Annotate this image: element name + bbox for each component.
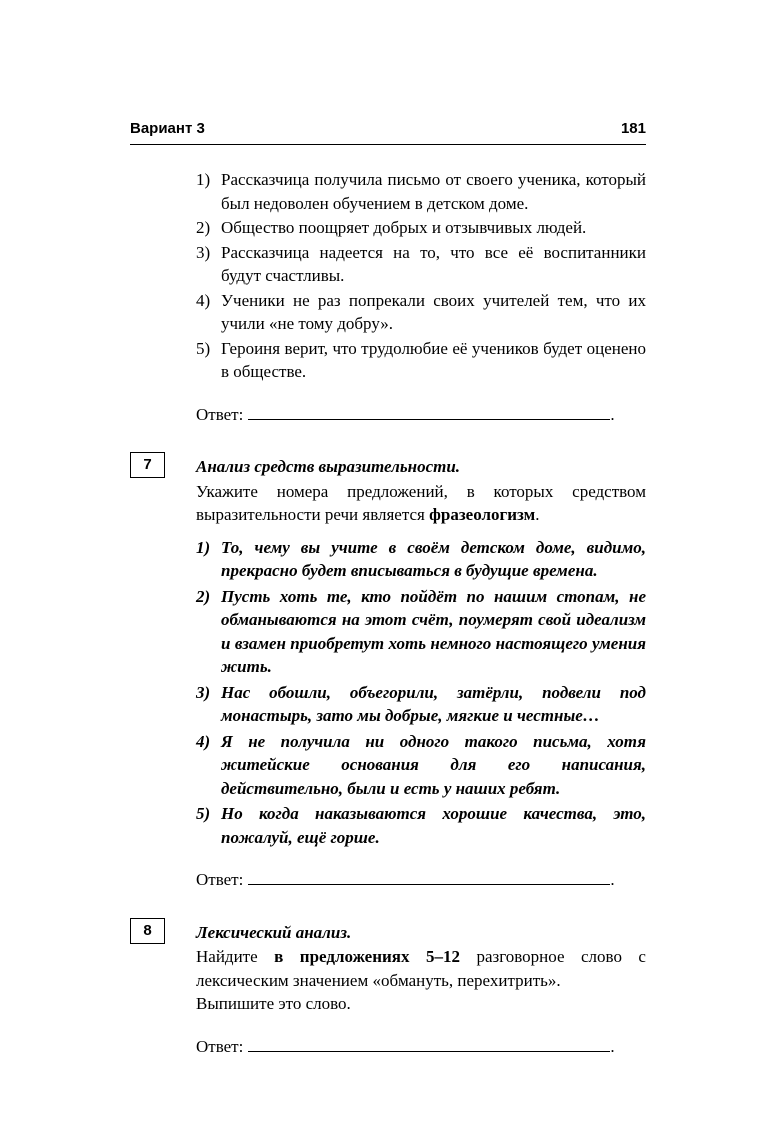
option-number: 5): [196, 338, 211, 358]
option-item: [196, 536, 646, 583]
answer-blank: [248, 1036, 610, 1052]
page-number: 181: [620, 120, 646, 137]
answer-period: .: [610, 870, 615, 889]
answer-blank: [248, 404, 610, 420]
task7-instruction-text: Укажите номера предложений, в которых средством выразительности речи является: [196, 481, 646, 524]
answer-blank: [248, 869, 610, 885]
task-number-box: [130, 452, 165, 478]
option-text: Пусть хоть те, кто пойдёт по нашим стопам, не обманываются на этот счёт, поумерят свой идеализм и взамен приобретут хоть немного настоящего умения жить.: [221, 586, 646, 676]
task-number: 8: [143, 921, 152, 939]
task8-instruction-end: разговорное слово с лексическим значением «обмануть, перехитрить».: [196, 947, 646, 990]
answer-row-task7: [196, 868, 646, 892]
task7-instruction-term: фразеологизм: [429, 505, 536, 524]
answer-row-task8: [196, 1035, 646, 1059]
option-number: 2): [196, 218, 211, 237]
option-text: Я не получила ни одного такого письма, хотя житейские основания для его написания, действительно, были и есть у наших ребят.: [221, 731, 646, 798]
option-text: То, чему вы учите в своём детском доме, видимо, прекрасно будет вписываться в будущие времена.: [221, 537, 646, 580]
answer-label: Ответ:: [196, 870, 244, 889]
variant-label: Вариант 3: [130, 120, 205, 137]
task8-title: Лексический анализ.: [196, 922, 352, 942]
option-text: Нас обошли, объегорили, затёрли, подвели под монастырь, зато мы добрые, мягкие и честные…: [221, 682, 646, 725]
answer-label: Ответ:: [196, 404, 244, 424]
option-number: 4): [196, 731, 211, 751]
task8-header: [143, 921, 646, 945]
task7-instruction: [196, 480, 646, 527]
option-number: 1): [196, 170, 211, 189]
option-number: 4): [196, 290, 211, 310]
option-text: Общество поощряет добрых и отзывчивых людей.: [221, 218, 587, 237]
task8-instruction-text: Найдите: [196, 947, 275, 966]
task-number-box: [130, 918, 165, 944]
option-number: 5): [196, 804, 211, 823]
option-item: [196, 730, 646, 801]
task6-options-list: [196, 168, 646, 384]
option-item: [196, 802, 646, 849]
option-item: [196, 241, 646, 288]
task7-header: [143, 455, 646, 479]
answer-period: .: [610, 1036, 615, 1056]
option-number: 3): [196, 682, 211, 702]
answer-label: Ответ:: [196, 1036, 244, 1056]
answer-period: .: [610, 404, 615, 424]
option-text: Героиня верит, что трудолюбие её учеников будет оценено в обществе.: [221, 338, 646, 381]
task7-title: Анализ средств выразительности.: [196, 457, 461, 476]
page-header: [130, 120, 646, 145]
option-item: [196, 216, 646, 240]
task-number: 7: [143, 456, 152, 474]
option-item: [196, 168, 646, 215]
task8-instruction-range: в предложениях 5–12: [274, 947, 460, 966]
option-number: 3): [196, 242, 211, 262]
task7-instruction-end: .: [535, 505, 540, 524]
task7-options-list: [196, 536, 646, 850]
option-text: Рассказчица надеется на то, что все её воспитанники будут счастливы.: [221, 242, 646, 285]
option-item: [196, 681, 646, 728]
option-item: [196, 585, 646, 679]
option-number: 2): [196, 586, 211, 606]
task8-instruction-line2: Выпишите это слово.: [196, 994, 351, 1013]
body-column: [143, 168, 646, 1058]
option-item: [196, 337, 646, 384]
option-item: [196, 289, 646, 336]
option-text: Но когда наказываются хорошие качества, это, пожалуй, ещё горше.: [221, 804, 646, 847]
page-content: [130, 120, 646, 1072]
option-text: Ученики не раз попрекали своих учителей тем, что их учили «не тому добру».: [221, 290, 646, 333]
task8-instruction: [196, 945, 646, 992]
option-number: 1): [196, 537, 211, 557]
option-text: Рассказчица получила письмо от своего ученика, который был недоволен обучением в детском доме.: [221, 170, 646, 213]
answer-row-task6: [196, 403, 646, 427]
